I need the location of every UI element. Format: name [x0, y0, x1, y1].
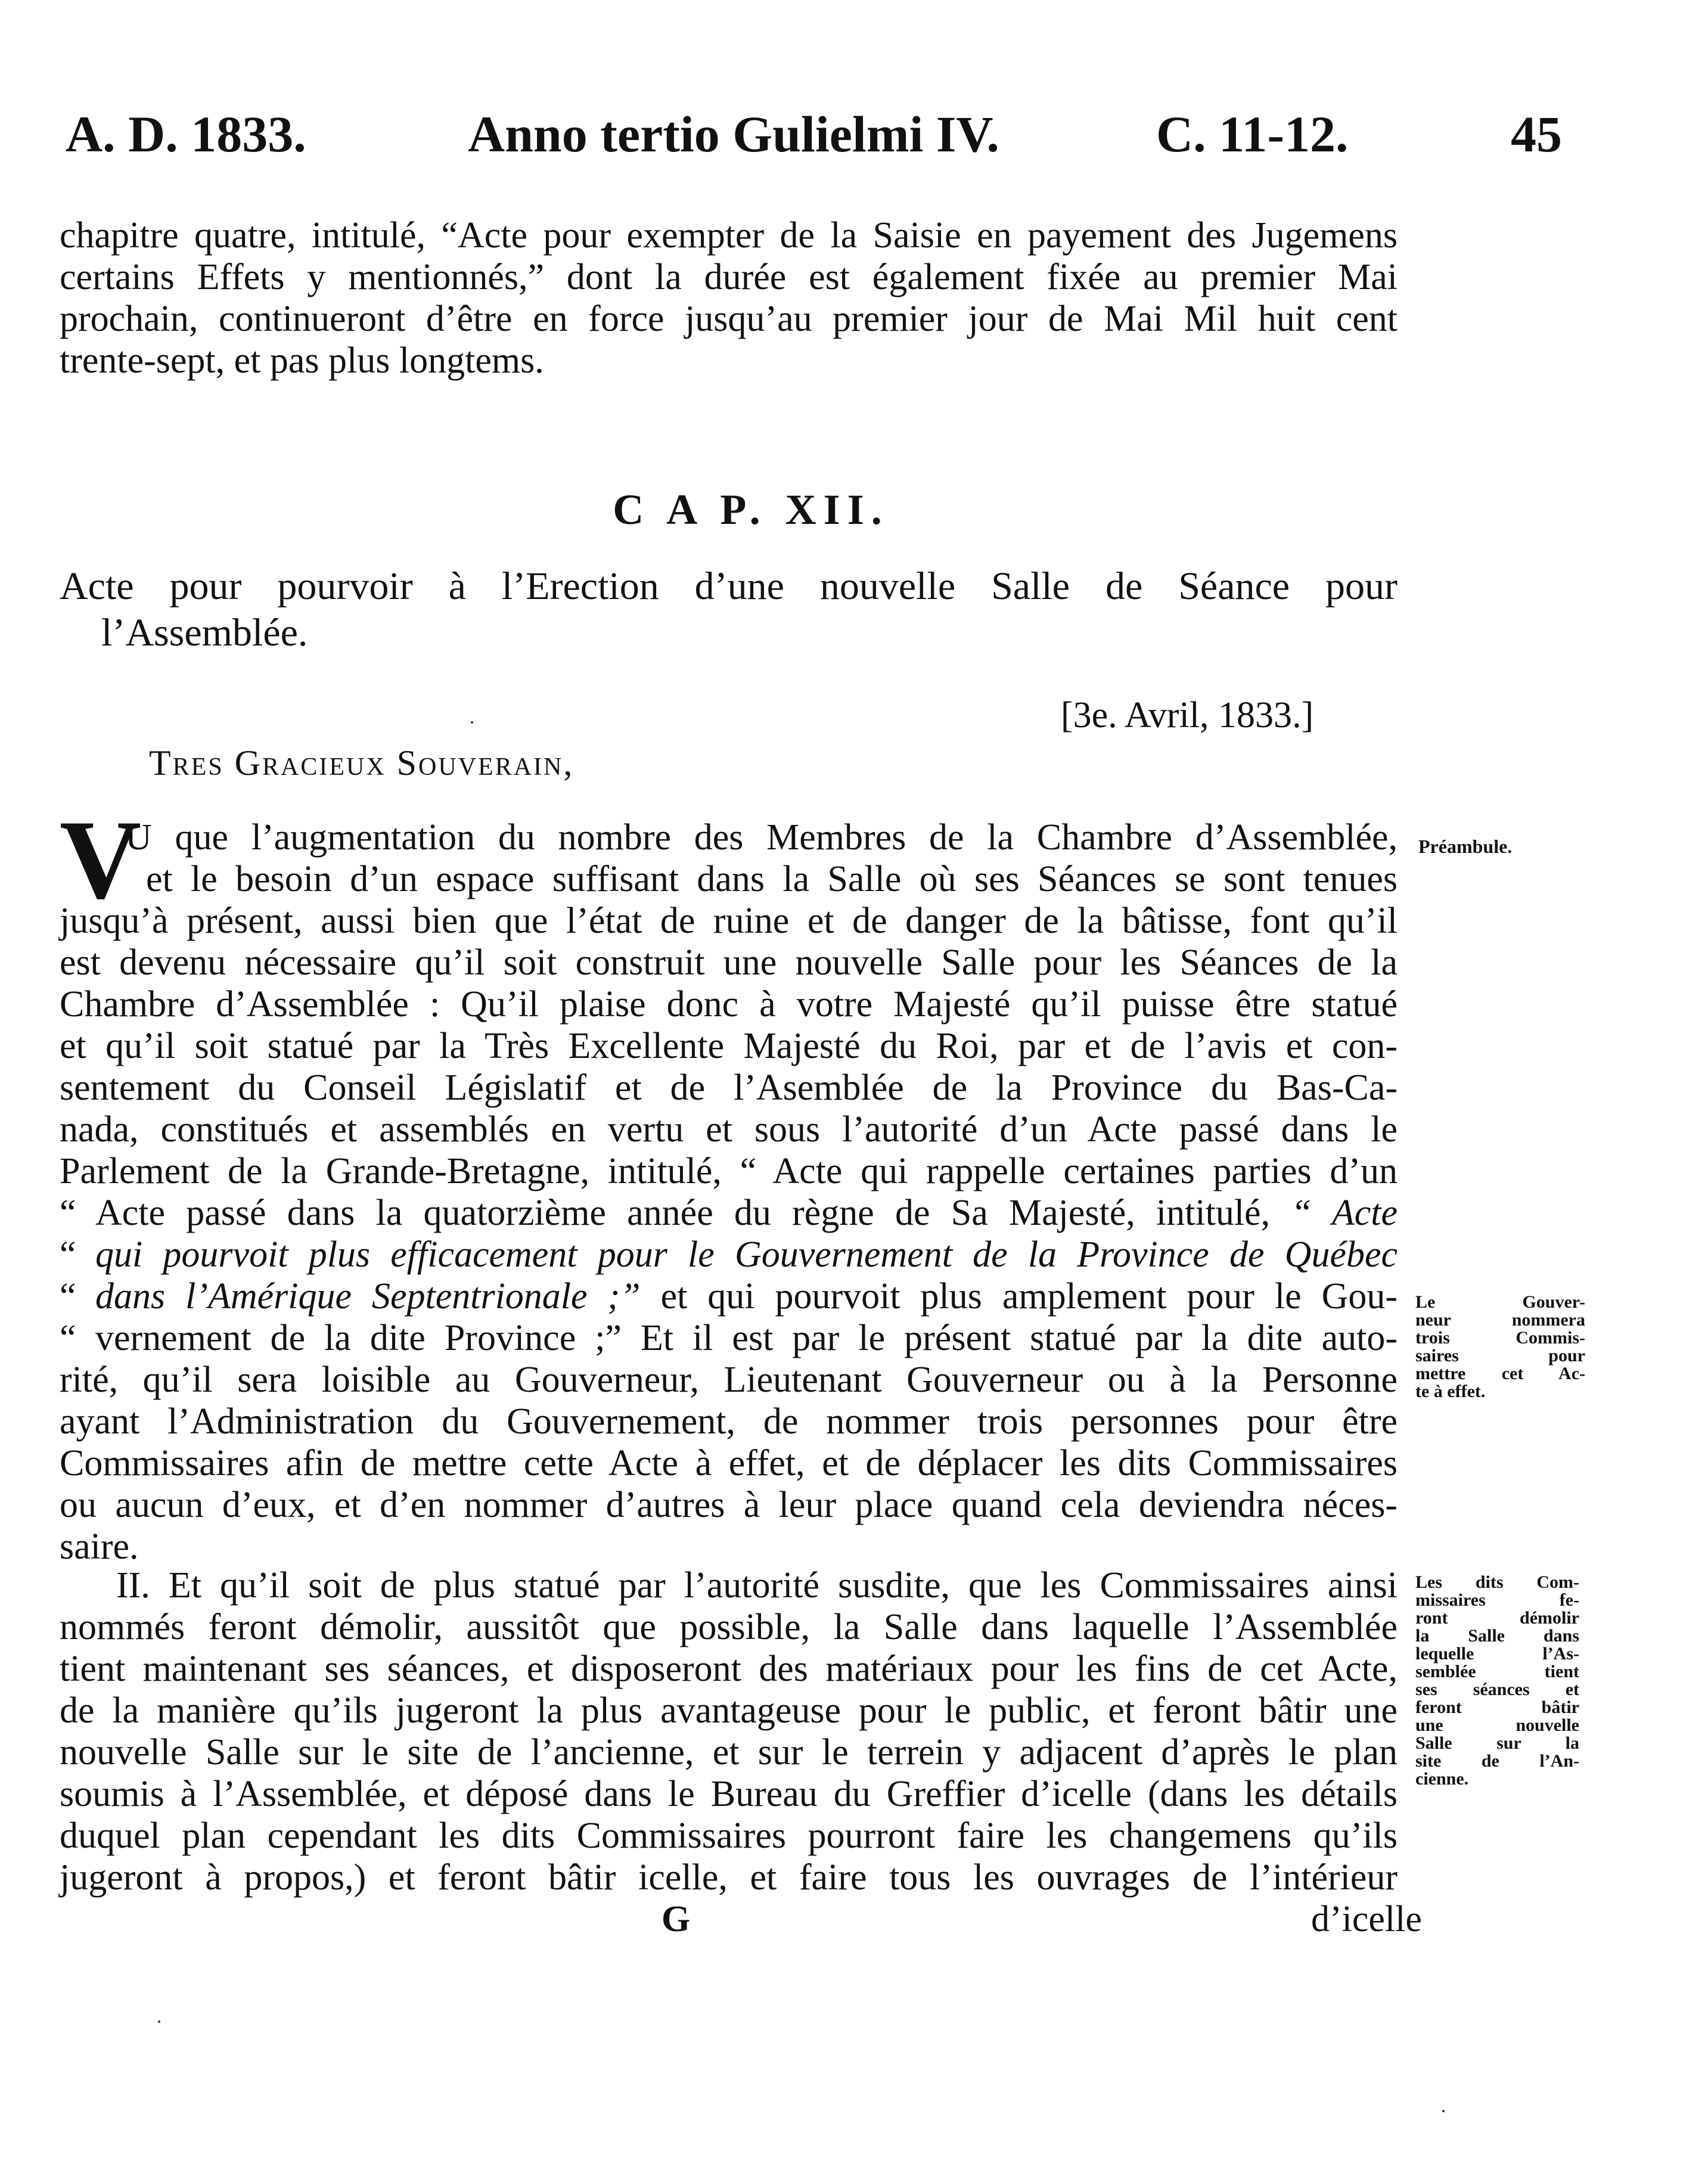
margin-note-line: ront démolir	[1415, 1608, 1579, 1628]
text-line: nommés feront démolir, aussitôt que possible, la Salle dans laquelle l’Assemblée	[60, 1607, 1398, 1647]
margin-note-line: lequelle l’As-	[1415, 1644, 1579, 1663]
quoted-line	[60, 1275, 1398, 1317]
quote-mark: “	[60, 1234, 76, 1275]
text-line: de la manière qu’ils jugeront la plus avantageuse pour le public, et feront bâtir une	[60, 1690, 1398, 1731]
margin-note-salle	[1415, 1573, 1579, 1788]
text-line: nada, constitués et assemblés en vertu et sous l’autorité d’un Acte passé dans le	[60, 1109, 1398, 1150]
text-line: rité, qu’il sera loisible au Gouverneur, Lieutenant Gouverneur ou à la Personne	[60, 1360, 1398, 1400]
margin-note-line: semblée tient	[1415, 1662, 1579, 1681]
print-speck	[158, 2021, 160, 2023]
text-line: nouvelle Salle sur le site de l’ancienne, et sur le terrein y adjacent d’après le plan	[60, 1732, 1398, 1773]
drop-cap: V	[60, 797, 142, 923]
text-line: soumis à l’Assemblée, et déposé dans le Bureau du Greffier d’icelle (dans les détails	[60, 1774, 1398, 1814]
intro-paragraph	[60, 215, 1398, 381]
text-line: jusqu’à présent, aussi bien que l’état de ruine et de danger de la bâtisse, font qu’il	[60, 901, 1398, 941]
text-line: certains Effets y mentionnés,” dont la durée est également fixée au premier Mai	[60, 257, 1398, 297]
margin-note-governor	[1415, 1293, 1585, 1401]
text-line: et qu’il soit statué par la Très Excellente Majesté du Roi, par et de l’avis et con-	[60, 1026, 1398, 1066]
margin-note-line: te à effet.	[1415, 1382, 1486, 1401]
margin-note-line: Les dits Com-	[1415, 1572, 1579, 1592]
print-speck	[1442, 2110, 1445, 2112]
salutation: Tres Gracieux Souverain,	[149, 743, 574, 783]
quoted-line	[60, 1317, 1398, 1359]
running-header	[60, 101, 1585, 167]
quoted-italic-text: qui pourvoit plus efficacement pour le Gouvernement de la Province de Québec	[95, 1234, 1398, 1275]
catchword: d’icelle	[1311, 1899, 1422, 1939]
header-year: A. D. 1833.	[66, 105, 306, 163]
quote-mark: “	[60, 1276, 76, 1317]
preamble-paragraph	[60, 797, 1398, 1568]
text-line: chapitre quatre, intitulé, “Acte pour exempter de la Saisie en payement des Jugemens	[60, 215, 1398, 256]
text-line: Parlement de la Grande-Bretagne, intitulé, “ Acte qui rappelle certaines parties d’un	[60, 1151, 1398, 1191]
margin-note-line: feront bâtir	[1415, 1697, 1579, 1717]
chapter-heading: C A P. XII.	[613, 486, 889, 533]
quoted-text: et qui pourvoit plus amplement pour le Gou-	[660, 1276, 1398, 1317]
margin-note-line: saires pour	[1415, 1346, 1585, 1365]
quoted-italic-text: dans l’Amérique Septentrionale ;”	[95, 1276, 641, 1317]
text-line: sentement du Conseil Législatif et de l’Asemblée de la Province du Bas-Ca-	[60, 1067, 1398, 1108]
header-chapter: C. 11-12.	[1156, 105, 1349, 163]
margin-note-line: trois Commis-	[1415, 1328, 1585, 1348]
margin-note-line: cienne.	[1415, 1769, 1469, 1789]
margin-note-line: site de l’An-	[1415, 1751, 1579, 1771]
text-line: saire.	[60, 1526, 139, 1567]
quoted-line	[60, 1234, 1398, 1275]
assent-date: [3e. Avril, 1833.]	[1061, 695, 1314, 735]
text-line: ou aucun d’eux, et d’en nommer d’autres à leur place quand cela deviendra néces-	[60, 1485, 1398, 1525]
margin-note-line: missaires fe-	[1415, 1590, 1579, 1610]
quoted-line	[60, 1192, 1398, 1234]
text-line: Chambre d’Assemblée : Qu’il plaise donc à votre Majesté qu’il puisse être statué	[60, 984, 1398, 1025]
act-title-line: l’Assemblée.	[101, 611, 308, 654]
margin-note-line: la Salle dans	[1415, 1626, 1579, 1646]
text-line: tient maintenant ses séances, et disposeront des matériaux pour les fins de cet Acte,	[60, 1649, 1398, 1689]
signature-mark: G	[662, 1899, 691, 1939]
text-line: est devenu nécessaire qu’il soit construit une nouvelle Salle pour les Séances de la	[60, 942, 1398, 983]
text-line: et le besoin d’un espace suffisant dans la Salle où ses Séances se sont tenues	[146, 859, 1398, 899]
text-line: U que l’augmentation du nombre des Membres de la Chambre d’Assemblée,	[125, 817, 1398, 858]
margin-note-line: une nouvelle	[1415, 1715, 1579, 1735]
quoted-text: Acte passé dans la quatorzième année du règne de Sa Majesté, intitulé,	[95, 1193, 1271, 1233]
text-line: trente-sept, et pas plus longtems.	[60, 340, 544, 381]
text-line: ayant l’Administration du Gouvernement, de nommer trois personnes pour être	[60, 1401, 1398, 1442]
quote-mark: “	[60, 1318, 76, 1358]
header-regnal-year: Anno tertio Gulielmi IV.	[468, 105, 999, 163]
margin-note-line: neur nommera	[1415, 1310, 1585, 1330]
margin-note-line: Le Gouver-	[1415, 1292, 1585, 1312]
margin-note-line: ses séances et	[1415, 1680, 1579, 1699]
act-title	[60, 563, 1398, 656]
text-line: jugeront à propos,) et feront bâtir icelle, et faire tous les ouvrages de l’intérieur	[60, 1857, 1398, 1898]
text-line: Commissaires afin de mettre cette Acte à effet, et de déplacer les dits Commissaires	[60, 1443, 1398, 1483]
margin-note-preamble: Préambule.	[1418, 836, 1513, 857]
act-title-line: Acte pour pourvoir à l’Erection d’une nouvelle Salle de Séance pour	[60, 564, 1398, 608]
print-speck	[471, 721, 473, 724]
section-ii-paragraph	[60, 1565, 1398, 1898]
margin-note-line: Salle sur la	[1415, 1733, 1579, 1753]
quoted-text: vernement de la dite Province ;” Et il est par le présent statué par la dite auto-	[95, 1318, 1398, 1358]
text-line: prochain, continueront d’être en force jusqu’au premier jour de Mai Mil huit cent	[60, 299, 1398, 339]
quote-mark: “	[60, 1193, 76, 1233]
quoted-italic-text: “ Acte	[1291, 1193, 1398, 1233]
margin-note-line: mettre cet Ac-	[1415, 1364, 1585, 1383]
text-line: duquel plan cependant les dits Commissaires pourront faire les changemens qu’ils	[60, 1815, 1398, 1856]
text-line: II. Et qu’il soit de plus statué par l’autorité susdite, que les Commissaires ainsi	[116, 1565, 1398, 1606]
page-number: 45	[1511, 105, 1562, 163]
